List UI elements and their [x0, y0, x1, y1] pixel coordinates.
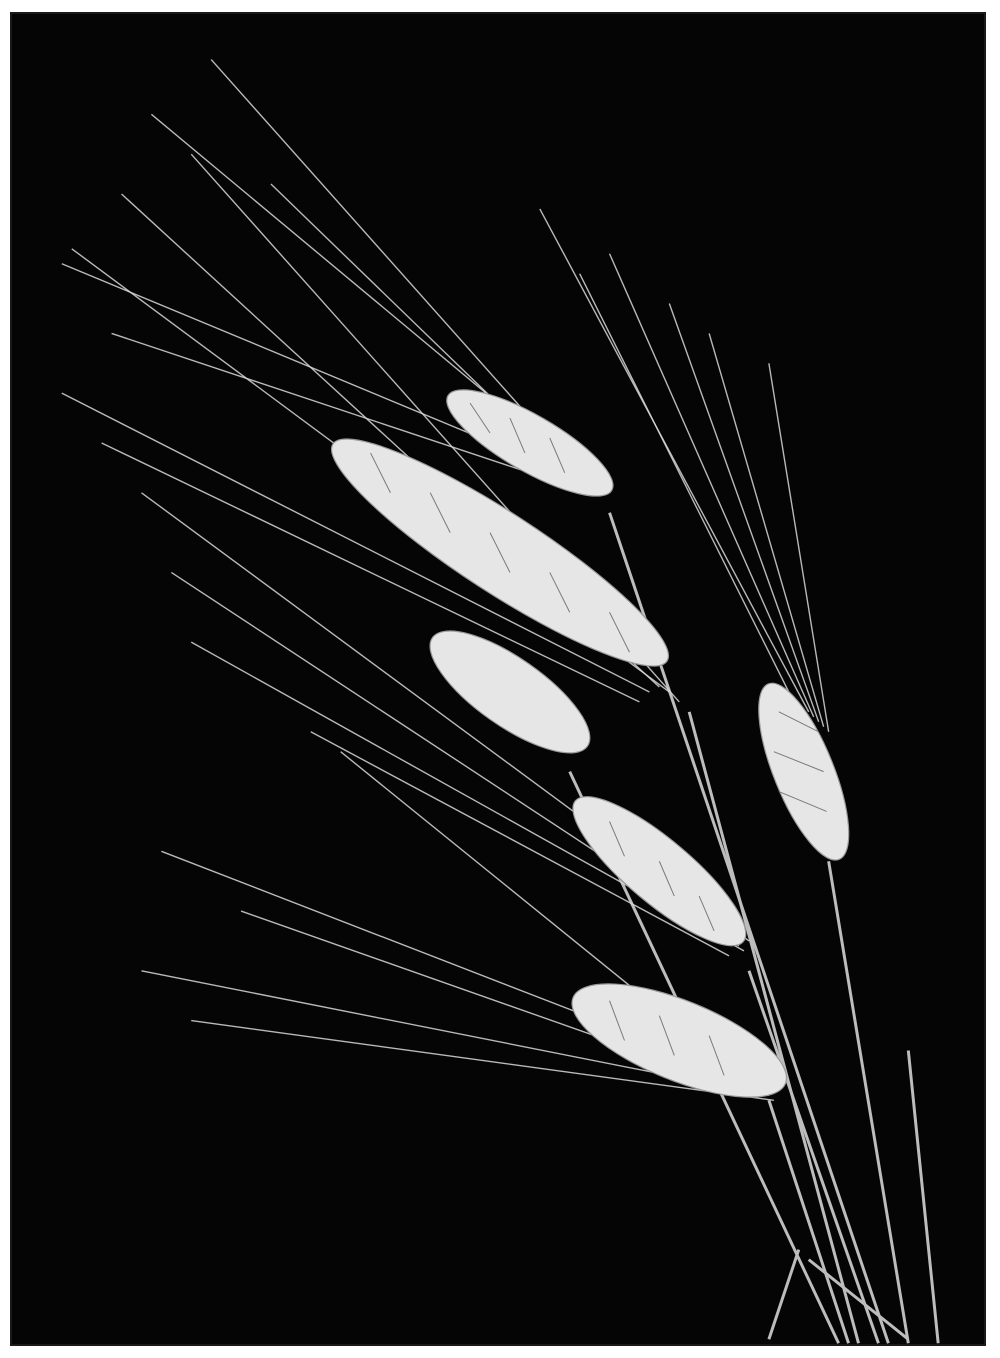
- barley-illustration: [12, 14, 984, 1344]
- barley-ear: [62, 154, 689, 702]
- barley-ear: [540, 209, 867, 871]
- leaf-blade: [769, 1250, 908, 1340]
- photo-plate: [10, 12, 986, 1346]
